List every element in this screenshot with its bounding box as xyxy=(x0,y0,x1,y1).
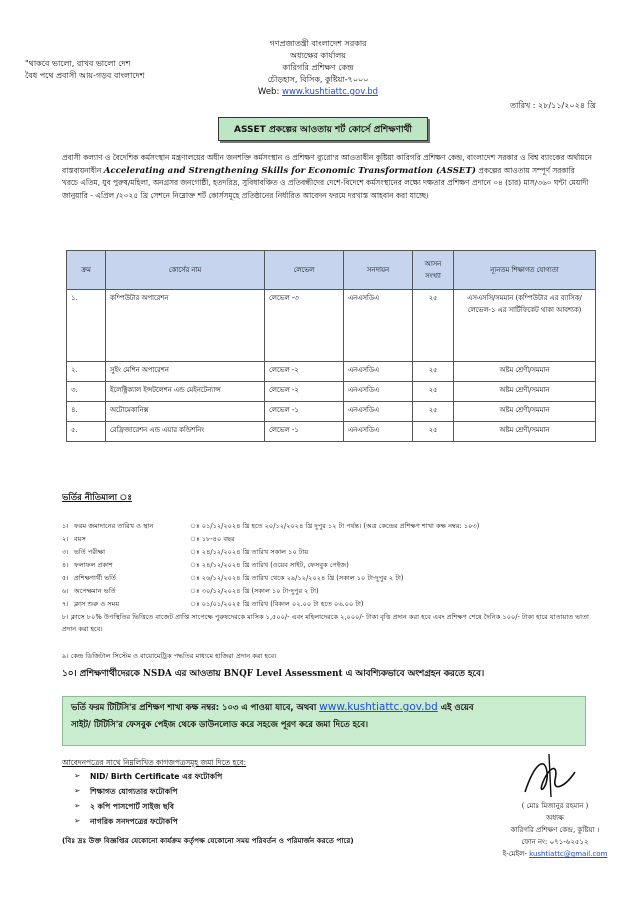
rule-item xyxy=(62,546,602,558)
cell-course: রেফ্রিজারেশন এন্ড এয়ার কন্ডিশনিং xyxy=(106,422,265,442)
rule-key: ক্লাস শুরু ও সময় xyxy=(74,600,120,608)
document-item xyxy=(74,816,178,829)
slogan-line-1: "থাকবে ভালো, রাখব ভালো দেশ xyxy=(25,59,131,68)
course-table xyxy=(66,250,596,442)
rule-value: ঃ ২৬/১২/২০২৪ খ্রি তারিখ থেকে ২৯/১২/২০২৪ খ্রি (সকাল ১০ টা-দুপুর ২ টা) xyxy=(190,574,404,582)
cell-serial: ৫. xyxy=(67,422,106,442)
cell-level: লেভেল -২ xyxy=(265,382,344,402)
cell-qualification: এসএসসি/সমমান (কম্পিউটার এর ব্যাসিক/লেভেল-১ এর সার্টিফিকেট থাকা আবশ্যক) xyxy=(454,290,596,362)
signature-block xyxy=(480,800,630,860)
web-link[interactable]: www.kushtiattc.gov.bd xyxy=(282,87,379,97)
signatory-institute: কারিগরি প্রশিক্ষণ কেন্দ্র, কুষ্টিয়া । xyxy=(510,826,600,834)
cell-seats: ২৫ xyxy=(413,290,454,362)
document-item xyxy=(74,771,223,784)
document-label: NID/ Birth Certificate এর ফটোকপি xyxy=(90,772,223,781)
signatory-designation: অধ্যক্ষ xyxy=(546,814,564,822)
cell-serial: ৪. xyxy=(67,402,106,422)
signatory-email-line xyxy=(480,848,630,860)
arrow-icon: ➢ xyxy=(74,801,81,810)
cell-qualification: অষ্টম শ্রেণী/সমমান xyxy=(454,402,596,422)
arrow-icon: ➢ xyxy=(74,816,81,825)
form-info-text-1: ভর্তি ফরম টিটিসি'র প্রশিক্ষণ শাখা কক্ষ নম্বর: ১০৩ এ পাওয়া যাবে, অথবা xyxy=(71,702,317,712)
project-name: Accelerating and Strengthening Skills for Economic Transformation (ASSET) xyxy=(103,165,476,176)
header-seats: আসন সংখ্যা xyxy=(413,251,454,290)
cell-seats: ২৫ xyxy=(413,422,454,442)
rule-number: ১। xyxy=(62,522,69,530)
rule-value: ঃ ৩০/১২/২০২৪ খ্রি (সকাল ১০ টা-দুপুর ২ টা) xyxy=(190,587,319,595)
web-line xyxy=(218,87,418,97)
cell-certification: এনএসডিএ xyxy=(344,382,413,402)
rule-number: ২। xyxy=(62,535,69,543)
cell-level: লেভেল -২ xyxy=(265,362,344,382)
document-label: শিক্ষাগত যোগ্যতার ফটোকপি xyxy=(90,787,178,796)
cell-course: সুইং মেশিন অপারেশন xyxy=(106,362,265,382)
rule-item xyxy=(62,572,602,584)
header-serial: ক্রম xyxy=(67,251,106,290)
intro-part-2: প্রকল্পের আওতায় সম্পূর্ণ সরকারি খরচে এতিম, যুব পুরুষ/মহিলা, অনগ্রসর জনগোষ্ঠী, হতদরিদ্র, সুবিধাবঞ্চিত ও প্রতিবন্ধীদের দেশে-বিদেশে কর্মসংস্থানের লক্ষ্যে দক্ষতার প্রশিক্ষণ প্রদানে ০৪ (চার) মাস/৩৬০ ঘন্টা মেয়াদী জানুয়ারি - এপ্রিল /২০২৫ খ্রি সেশনে নিম্নোক্ত শর্ট কোর্সসমূহে প্রতিষ্ঠানের নির্ধারিত আবেদন ফরমে দরখাস্ত আহবান করা যাচ্ছে। xyxy=(62,165,589,200)
table-header-row xyxy=(67,251,596,290)
rule-key: বয়স xyxy=(74,535,86,543)
intro-part-1: প্রবাসী কল্যাণ ও বৈদেশিক কর্মসংস্থান মন্ত্রণালয়ের অধীন জনশক্তি কর্মসংস্থান ও প্রশিক্ষণ ব্যুরো'র আওতাধীন কুষ্টিয়া কারিগরি প্রশিক্ষণ কেন্দ্র, বাংলাদেশ সরকার ও বিশ্ব ব্যাংকের অর্থায়নে বাস্তবায়নাধীন xyxy=(62,153,592,175)
rule-item-attendance: ৯। কেন্দ্র ডিজিটাল সিস্টেম ও বায়োমেট্রিক পদ্ধতির মাধ্যমে হাজিরা প্রদান করা হবে। xyxy=(62,652,277,660)
form-info-text-3: সাইট/ টিটিসি'র ফেসবুক পেইজ থেকে ডাউনলোড করে সহজে পূরণ করে জমা দিতে হবে। xyxy=(71,719,369,729)
govt-line: গণপ্রজাতন্ত্রী বাংলাদেশ সরকার xyxy=(269,39,367,48)
institute-line: কারিগরি প্রশিক্ষণ কেন্দ্র xyxy=(282,63,354,72)
title-box: ASSET প্রকল্পের আওতায় শর্ট কোর্সে প্রশিক্ষণার্থী xyxy=(218,117,428,141)
rule-number: ৪। xyxy=(62,561,69,569)
rule-number: ৭। xyxy=(62,600,69,608)
rule-key: ফলাফল প্রকাশ xyxy=(74,561,113,569)
nsda-en: NSDA xyxy=(142,669,172,679)
rules-heading: ভর্তির নীতিমালা ঃ xyxy=(62,493,132,503)
cell-serial: ১. xyxy=(67,290,106,362)
cell-certification: এনএসডিএ xyxy=(344,290,413,362)
rule-number: ৫। xyxy=(62,574,69,582)
table-row xyxy=(67,422,596,442)
document-label: নাগরিক সনদপত্রের ফটোকপি xyxy=(90,817,178,826)
nsda-post: এ আবশ্যিকভাবে অংশগ্রহন করতে হবে। xyxy=(345,669,485,679)
signature-icon xyxy=(515,752,585,802)
cell-level: লেভেল -১ xyxy=(265,422,344,442)
rule-item xyxy=(62,520,602,532)
cell-serial: ২. xyxy=(67,362,106,382)
admission-form-info-box xyxy=(62,696,586,746)
table-row xyxy=(67,290,596,362)
cell-qualification: অষ্টম শ্রেণী/সমমান xyxy=(454,422,596,442)
address-line: চৌড়হাস, বিসিক, কুষ্টিয়া-৭০০০ xyxy=(267,75,369,84)
office-line: অধ্যক্ষের কার্যালয় xyxy=(290,51,346,60)
cell-qualification: অষ্টম শ্রেণী/সমমান xyxy=(454,382,596,402)
rule-item xyxy=(62,585,602,597)
cell-seats: ২৫ xyxy=(413,382,454,402)
cell-certification: এনএসডিএ xyxy=(344,402,413,422)
rule-value: ঃ ২৪/১২/২০২৪ খ্রি তারিখ (ওয়েব সাইট, ফেসবুক পেইজ) xyxy=(190,561,349,569)
documents-heading: আবেদনপত্রের সাথে নিম্নলিখিত কাগজপত্রসমূহ জমা দিতে হবে: xyxy=(62,758,247,767)
rule-value: ঃ ২৪/১২/২০২৪ খ্রি তারিখ সকাল ১০ টায় xyxy=(190,548,309,556)
nsda-level: BNQF Level Assessment xyxy=(223,669,343,679)
arrow-icon: ➢ xyxy=(74,771,81,780)
document-date: তারিখ : ২৮/১১/২০২৪ খ্রি xyxy=(510,101,596,110)
document-item xyxy=(74,786,178,799)
table-row xyxy=(67,382,596,402)
signatory-phone: ফোন নং: ০৭১-৬২৫১২ xyxy=(521,838,589,846)
slogan-line-2: বৈধ পথে প্রবাসী আয়-গড়ব বাংলাদেশ xyxy=(25,71,145,80)
cell-qualification: অষ্টম শ্রেণী/সমমান xyxy=(454,362,596,382)
rule-item xyxy=(62,559,602,571)
rule-key: ভর্তি পরীক্ষা xyxy=(74,548,106,556)
cell-course: ইলেক্ট্রিক্যাল ইন্সটলেশন এন্ড মেইনটেন্যান্স xyxy=(106,382,265,402)
header-level: লেভেল xyxy=(265,251,344,290)
document-label: ২ কপি পাসপোর্ট সাইজ ছবি xyxy=(90,802,175,811)
rule-key: প্রশিক্ষণার্থী ভর্তি xyxy=(74,574,116,582)
document-item xyxy=(74,801,175,814)
cell-certification: এনএসডিএ xyxy=(344,422,413,442)
web-label: Web: xyxy=(257,87,280,97)
cell-course: অটোমেকানিক্স xyxy=(106,402,265,422)
nsda-assessment-note xyxy=(62,666,602,681)
rule-value: ঃ ০১/০১/২০২৫ খ্রি তারিখ (বিকাল ০২.০০ টা হতে ০৬.০০ টা) xyxy=(190,600,364,608)
rule-item xyxy=(62,533,602,545)
cell-level: লেভেল -১ xyxy=(265,402,344,422)
arrow-icon: ➢ xyxy=(74,786,81,795)
cell-course: কম্পিউটার অপারেশন xyxy=(106,290,265,362)
table-row xyxy=(67,402,596,422)
rule-value: ঃ ০১/১২/২০২৪ খ্রি হতে ২০/১২/২০২৪ খ্রি দুপুর ১২ টা পর্যন্ত। (অত্র কেন্দ্রের প্রশিক্ষণ শাখা কক্ষ নম্বর: ১০৩) xyxy=(190,522,480,530)
rule-item-stipend: ৮। ক্লাসে ৮০% উপস্থিতির ভিত্তিতে বাজেট প্রাপ্তি সাপেক্ষে পুরুষদেরকে মাসিক ১,৫০০/- এবং মহিলাদেরকে ২,০০০/- টাকা বৃত্তি প্রদান করা হবে এবং প্রশিক্ষণ শেষে দৈনিক ১০০/- টাকা হারে যাতায়াত ভাতা প্রদান করা হবে। xyxy=(62,613,589,633)
footnote: (বিঃ দ্রঃ উক্ত বিজ্ঞপ্তির যেকোনো কার্যক্রম কর্তৃপক্ষ যেকোনো সময় পরিবর্তন ও পরিমার্জন করতে পারে) xyxy=(62,836,354,845)
rule-value: ঃ ১৮-৪০ বছর xyxy=(190,535,235,543)
form-info-text-2: এই ওয়েব xyxy=(440,702,474,712)
header-qualification: ন্যূনতম শিক্ষাগত যোগ্যতা xyxy=(454,251,596,290)
signatory-name: ( মোঃ মিজানুর রহমান ) xyxy=(521,802,589,810)
cell-seats: ২৫ xyxy=(413,362,454,382)
table-row xyxy=(67,362,596,382)
cell-certification: এনএসডিএ xyxy=(344,362,413,382)
header-certification: সনদায়ন xyxy=(344,251,413,290)
nsda-mid: এর আওতায় xyxy=(174,669,221,679)
nsda-number: ১০। xyxy=(62,669,77,679)
cell-serial: ৩. xyxy=(67,382,106,402)
rule-key: অপেক্ষমান ভর্তি xyxy=(74,587,116,595)
header-course: কোর্সের নাম xyxy=(106,251,265,290)
rule-item xyxy=(62,598,602,610)
rule-number: ৩। xyxy=(62,548,69,556)
email-link[interactable]: kushtiattc@gmail.com xyxy=(529,850,608,858)
form-download-link[interactable]: www.kushtiattc.gov.bd xyxy=(319,701,438,713)
nsda-pre: প্রশিক্ষণার্থীদেরকে xyxy=(79,669,140,679)
cell-seats: ২৫ xyxy=(413,402,454,422)
cell-level: লেভেল -৩ xyxy=(265,290,344,362)
rule-key: ফরম জমাদানের তারিখ ও স্থান xyxy=(74,522,154,530)
email-label: ই-মেইল- xyxy=(502,850,527,858)
intro-paragraph xyxy=(62,152,592,202)
rule-number: ৬। xyxy=(62,587,69,595)
